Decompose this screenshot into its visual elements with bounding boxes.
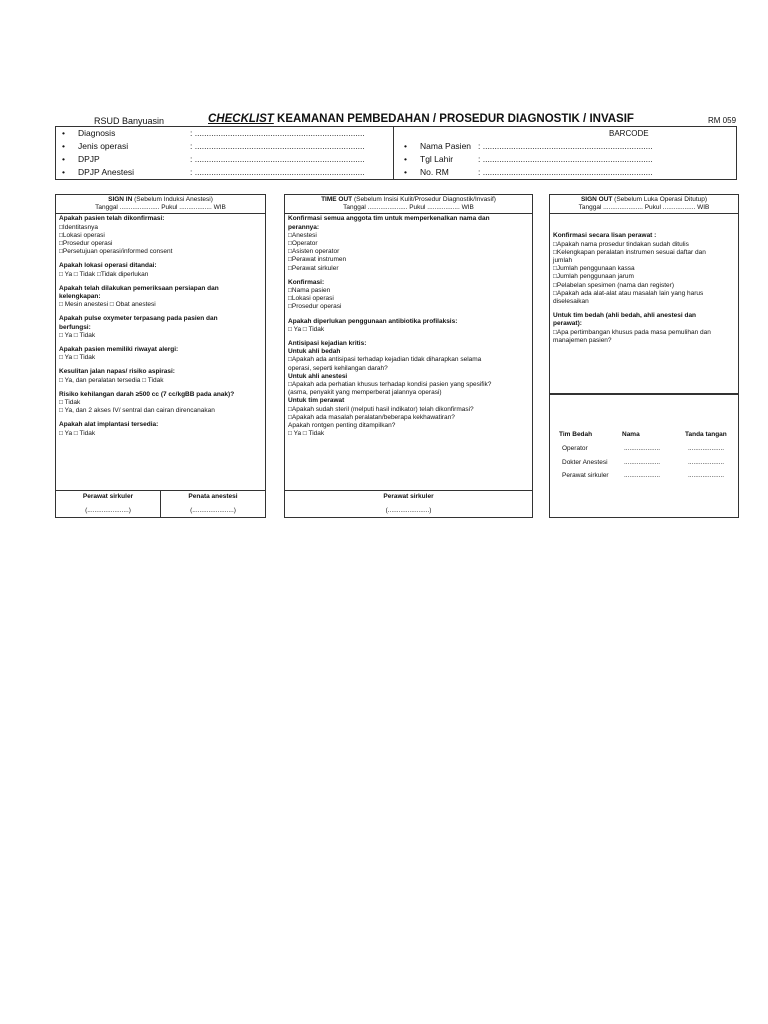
time-out-panel [284,194,533,518]
checklist-question: Apakah telah dilakukan pemeriksaan persiapan dan [59,284,219,292]
checklist-option[interactable]: □Lokasi operasi [59,231,105,239]
checklist-option[interactable]: □Identitasnya [59,223,98,231]
signature-label: Perawat sirkuler [82,493,134,500]
checklist-question: kelengkapan: [59,293,101,301]
title-italic: CHECKLIST [208,113,274,125]
sign-in-body [56,214,265,438]
team-name-field[interactable]: .................... [624,445,661,452]
checklist-question: Apakah alat implantasi tersedia: [59,421,159,429]
sign-in-header [56,195,265,214]
team-header-sign: Tanda tangan [685,431,727,438]
checklist-question: Konfirmasi: [288,278,325,286]
checklist-option[interactable]: □Apakah sudah steril (melputi hasil indikator) telah dikonfirmasi? [288,405,474,413]
checklist-option[interactable]: □ Tidak [59,399,81,407]
checklist-option[interactable]: □ Ya □ Tidak [59,354,96,362]
checklist-option[interactable]: □ Ya □ Tidak [288,325,325,333]
checklist-option[interactable]: □Apakah ada alat-alat atau masalah lain yang harus [553,289,704,297]
checklist-question: berfungsi: [59,323,91,331]
signature-line: (.......................) [85,506,131,514]
info-label: DPJP Anestesi [78,167,135,177]
checklist-option[interactable]: □Persetujuan operasi/informed consent [59,248,173,256]
checklist-question: jumlah [553,257,573,265]
time-out-signatures [285,490,532,517]
checklist-option[interactable]: □Jumlah penggunaan kassa [553,265,635,273]
sign-out-datetime: Tanggal ...................... Pukul .................. WIB [578,204,710,212]
sign-out-title-bold: SIGN OUT [580,196,613,203]
checklist-question: Konfirmasi secara lisan perawat : [553,232,657,240]
team-sign-field[interactable]: .................... [688,472,725,479]
info-value[interactable]: : ........................................................................ [190,167,365,177]
info-value[interactable]: : ........................................................................ [190,154,365,164]
checklist-option[interactable]: □Pelabelan spesimen (nama dan register) [553,281,674,289]
patient-info-box [55,126,737,180]
sign-in-title-bold: SIGN IN [108,196,133,203]
checklist-question: manajemen pasien? [553,336,612,344]
sign-in-signatures [56,490,265,517]
info-label: Nama Pasien [420,141,472,151]
sign-out-title-rest: (Sebelum Luka Operasi Ditutup) [612,196,708,203]
checklist-option[interactable]: □Anestesi [288,231,317,239]
team-role-perawat-sirkuler: Perawat sirkuler [562,472,609,479]
time-out-title-rest: (Sebelum Insisi Kulit/Prosedur Diagnostik/Invasif) [352,196,496,203]
barcode-label: BARCODE [609,129,649,138]
checklist-option[interactable]: □Apakah ada perhatian khusus terhadap kondisi pasien yang spesifik? [288,381,492,389]
form-code: RM 059 [708,116,737,125]
checklist-question: perannya: [288,223,320,231]
time-out-title-bold: TIME OUT [321,196,353,203]
checklist-option[interactable]: □ Mesin anestesi □ Obat anestesi [59,301,156,309]
checklist-option[interactable]: □Perawat sirkuler [288,264,339,272]
checklist-question: diselesaikan [553,298,589,306]
checklist-option[interactable]: □ Ya, dan peralatan tersedia □ Tidak [59,376,164,384]
info-value[interactable]: : ........................................................................ [190,141,365,151]
team-sign-field[interactable]: .................... [688,459,725,466]
sign-out-panel [549,194,739,394]
time-out-body [285,214,532,439]
checklist-question: Untuk tim bedah (ahli bedah, ahli anestesi dan [553,312,697,320]
checklist-question: Apakah pasien telah dikonfirmasi: [59,215,165,223]
checklist-option[interactable]: □Apakah nama prosedur tindakan sudah ditulis [553,240,689,248]
checklist-question: Untuk ahli anestesi [288,372,348,380]
sign-in-datetime: Tanggal ...................... Pukul .................. WIB [95,204,226,212]
checklist-option[interactable]: □ Ya, dan 2 akses IV/ sentral dan cairan direncanakan [59,407,215,415]
checklist-option[interactable]: □Prosedur operasi [288,303,342,311]
checklist-question: Apakah rontgen penting ditampilkan? [288,422,396,430]
sign-in-title-rest: (Sebelum Induksi Anestesi) [132,196,213,203]
checklist-option[interactable]: □Lokasi operasi [288,295,334,303]
checklist-option[interactable]: □Jumlah penggunaan jarum [553,273,634,281]
checklist-question: Untuk tim perawat [288,397,345,405]
sign-out-body [550,214,738,346]
sign-in-title [58,196,263,204]
checklist-question: Risiko kehilangan darah ≥500 cc (7 cc/kgBB pada anak)? [59,390,235,398]
bullet-icon: • [62,167,65,177]
signature-penata-anestesi[interactable] [160,491,265,517]
info-label: DPJP [78,154,100,164]
checklist-question: Kesulitan jalan napas/ risiko aspirasi: [59,368,175,376]
checklist-option[interactable]: □Prosedur operasi [59,240,113,248]
time-out-header [285,195,532,214]
signature-line: (.......................) [385,506,432,514]
checklist-option[interactable]: □Nama pasien [288,287,331,295]
bullet-icon: • [62,128,65,138]
hospital-name: RSUD Banyuasin [94,116,165,126]
checklist-question: Apakah lokasi operasi ditandai: [59,262,157,270]
checklist-question: perawat): [553,320,582,328]
bullet-icon: • [404,141,407,151]
sign-out-title [552,196,736,204]
info-label: No. RM [420,167,449,177]
time-out-title [287,196,530,204]
checklist-option[interactable]: □Perawat instrumen [288,256,347,264]
signature-perawat-sirkuler[interactable] [285,491,532,517]
checklist-question: Untuk ahli bedah [288,348,341,356]
checklist-question: (asma, penyakit yang memperberat jalannya operasi) [288,389,442,397]
checklist-question: Apakah pasien memiliki riwayat alergi: [59,346,179,354]
checklist-question: Antisipasi kejadian kritis: [288,340,367,348]
info-value[interactable]: : ........................................................................ [478,141,653,151]
time-out-datetime: Tanggal ...................... Pukul .................. WIB [343,204,474,212]
checklist-option[interactable]: □Apakah ada antisipasi terhadap kejadian tidak diharapkan selama [288,356,482,364]
bullet-icon: • [404,167,407,177]
checklist-option[interactable]: □ Ya □ Tidak [288,430,325,438]
bullet-icon: • [62,141,65,151]
team-signature-box [549,394,739,518]
team-name-field[interactable]: .................... [624,459,661,466]
info-value[interactable]: : ........................................................................ [190,128,365,138]
info-label: Tgl Lahir [420,154,454,164]
checklist-option[interactable]: □ Ya □ Tidak □Tidak diperlukan [59,270,149,278]
signature-line: (.......................) [190,506,236,514]
signature-label: Penata anestesi [188,493,238,500]
checklist-question: operasi, seperti kehilangan darah? [288,364,388,372]
document-title [208,113,634,125]
title-rest: KEAMANAN PEMBEDAHAN / PROSEDUR DIAGNOSTIK / INVASIF [273,113,634,125]
team-role-dokter-anestesi: Dokter Anestesi [562,459,608,466]
info-divider [393,127,394,179]
team-header-role: Tim Bedah [559,431,593,438]
sign-out-header [550,195,738,214]
info-label: Diagnosis [78,128,116,138]
team-sign-field[interactable]: .................... [688,445,725,452]
info-value[interactable]: : ........................................................................ [478,167,653,177]
checklist-question: Konfirmasi semua anggota tim untuk memperkenalkan nama dan [288,215,490,223]
bullet-icon: • [404,154,407,164]
checklist-option[interactable]: □Asisten operator [288,248,340,256]
signature-perawat-sirkuler[interactable] [56,491,160,517]
sign-in-panel [55,194,266,518]
checklist-option[interactable]: □ Ya □ Tidak [59,331,96,339]
checklist-option[interactable]: □Apa pertimbangan khusus pada masa pemulihan dan [553,328,711,336]
signature-label: Perawat sirkuler [383,493,434,500]
info-label: Jenis operasi [78,141,129,151]
info-value[interactable]: : ........................................................................ [478,154,653,164]
bullet-icon: • [62,154,65,164]
checklist-option[interactable]: □Kelengkapan peralatan instrumen sesuai daftar dan [553,248,706,256]
team-role-operator: Operator [562,445,588,452]
checklist-question: Apakah pulse oxymeter terpasang pada pasien dan [59,315,218,323]
checklist-option[interactable]: □Apakah ada masalah peralatan/beberapa kekhawatiran? [288,413,455,421]
checklist-option[interactable]: □Operator [288,240,318,248]
team-name-field[interactable]: .................... [624,472,661,479]
checklist-option[interactable]: □ Ya □ Tidak [59,429,96,437]
team-header-name: Nama [622,431,640,438]
checklist-question: Apakah diperlukan penggunaan antibiotika profilaksis: [288,317,458,325]
